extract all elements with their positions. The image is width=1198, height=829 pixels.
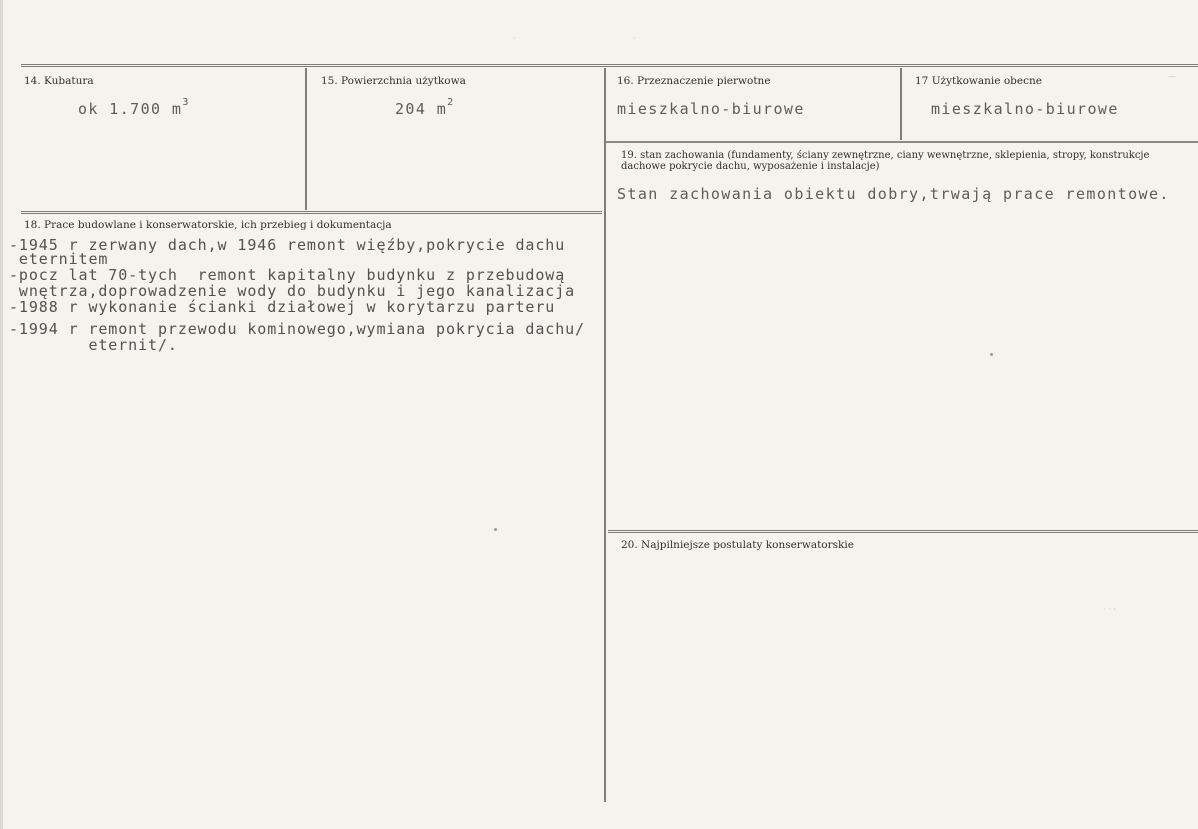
center-divider [604,68,606,802]
paper-speck [494,528,497,531]
rule-below-16-17 [606,141,1198,143]
field-16-value: mieszkalno-biurowe [617,100,805,118]
field-19-value: Stan zachowania obiektu dobry,trwają prace remontowe. [617,185,1170,203]
field-18-line: -1945 r zerwany dach,w 1946 remont więźby,pokrycie dachu [9,236,566,254]
field-15-value: 204 $m^2$ [395,97,455,118]
field-18-line: eternit/. [9,336,178,354]
field-18-line: -1994 r remont przewodu kominowego,wymiana pokrycia dachu/ [9,320,585,338]
field-18-line: eternitem [9,250,109,268]
divider-14-15 [305,68,307,210]
top-rule [21,64,1198,67]
field-16-label: 16. Przeznaczenie pierwotne [617,75,771,87]
faint-mark: · [633,34,636,43]
divider-16-17 [900,68,902,140]
paper-speck [990,353,993,356]
faint-mark: · · · [1103,605,1116,614]
rule-below-14-15 [21,211,602,214]
field-17-value: mieszkalno-biurowe [931,100,1119,118]
field-14-value: ok 1.700 $m^3$ [78,97,190,118]
field-18-label: 18. Prace budowlane i konserwatorskie, ich przebieg i dokumentacja [24,219,392,231]
rule-above-20 [608,530,1198,533]
field-18-line: -1988 r wykonanie ścianki działowej w korytarzu parteru [9,298,556,316]
faint-mark: · [513,34,516,43]
field-14-label: 14. Kubatura [24,75,94,87]
field-18-line: -pocz lat 70-tych remont kapitalny budynku z przebudową [9,266,566,284]
field-15-label: 15. Powierzchnia użytkowa [321,75,466,87]
field-20-label: 20. Najpilniejsze postulaty konserwatorskie [621,539,854,551]
field-19-label: 19. stan zachowania (fundamenty, ściany zewnętrzne, ciany wewnętrzne, sklepienia, stropy, konstrukcje dachowe pokrycie dachu, wyposażenie i instalacje) [621,150,1150,172]
faint-mark: — [1168,72,1176,81]
field-18-line: wnętrza,doprowadzenie wody do budynku i jego kanalizacja [9,282,576,300]
field-17-label: 17 Użytkowanie obecne [915,75,1042,87]
